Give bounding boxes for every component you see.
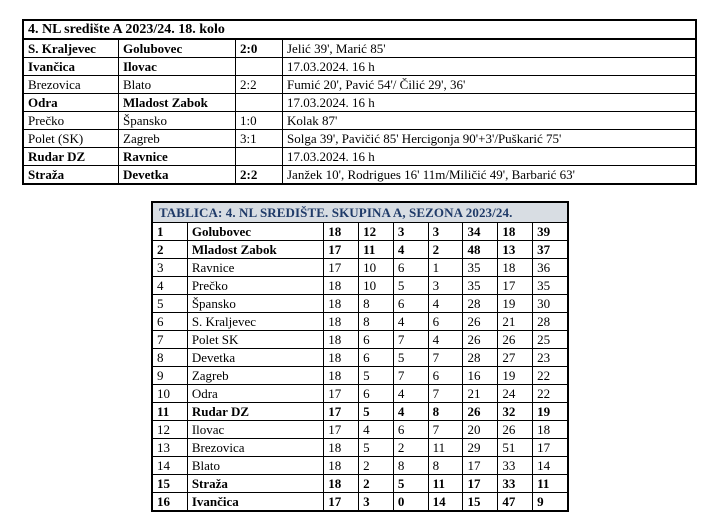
standing-played: 18 (324, 295, 359, 313)
standing-team: S. Kraljevec (187, 313, 323, 331)
standing-position: 8 (152, 349, 187, 367)
standing-position: 11 (152, 403, 187, 421)
standing-team: Brezovica (187, 439, 323, 457)
standing-played: 17 (324, 241, 359, 259)
standing-goals-for: 48 (463, 241, 498, 259)
standing-wins: 6 (359, 331, 394, 349)
match-info: 17.03.2024. 16 h (283, 94, 697, 112)
match-away-team: Blato (119, 76, 236, 94)
standing-points: 18 (533, 421, 568, 439)
standing-goals-against: 24 (498, 385, 533, 403)
standing-losses: 14 (428, 493, 463, 512)
standing-goals-against: 47 (498, 493, 533, 512)
match-row (23, 166, 696, 185)
standing-wins: 5 (359, 403, 394, 421)
match-score: 1:0 (236, 112, 283, 130)
match-home-team: Ivančica (23, 58, 119, 76)
match-row (23, 148, 696, 166)
standings-row (152, 439, 568, 457)
standing-goals-for: 16 (463, 367, 498, 385)
standings-row (152, 313, 568, 331)
standing-goals-for: 26 (463, 331, 498, 349)
standing-played: 18 (324, 277, 359, 295)
match-row (23, 39, 696, 58)
standing-team: Odra (187, 385, 323, 403)
standing-draws: 2 (393, 439, 428, 457)
match-away-team: Zagreb (119, 130, 236, 148)
match-away-team: Ilovac (119, 58, 236, 76)
match-score: 3:1 (236, 130, 283, 148)
standing-wins: 5 (359, 367, 394, 385)
standing-position: 15 (152, 475, 187, 493)
standing-draws: 4 (393, 403, 428, 421)
standing-losses: 8 (428, 457, 463, 475)
standings-row (152, 493, 568, 512)
standings-row (152, 367, 568, 385)
results-body (23, 20, 696, 184)
standings-row (152, 277, 568, 295)
standing-points: 11 (533, 475, 568, 493)
standing-position: 12 (152, 421, 187, 439)
results-table (22, 19, 697, 185)
match-info: 17.03.2024. 16 h (283, 148, 697, 166)
standing-goals-against: 18 (498, 223, 533, 241)
match-score: 2:2 (236, 76, 283, 94)
standing-draws: 4 (393, 241, 428, 259)
results-title-row (23, 20, 696, 39)
standing-draws: 7 (393, 367, 428, 385)
standing-position: 4 (152, 277, 187, 295)
match-info: 17.03.2024. 16 h (283, 58, 697, 76)
standing-wins: 5 (359, 439, 394, 457)
standing-losses: 8 (428, 403, 463, 421)
standing-draws: 4 (393, 313, 428, 331)
standing-wins: 6 (359, 385, 394, 403)
standing-points: 25 (533, 331, 568, 349)
standing-draws: 8 (393, 457, 428, 475)
standing-losses: 4 (428, 295, 463, 313)
match-home-team: Polet (SK) (23, 130, 119, 148)
standings-row (152, 385, 568, 403)
match-home-team: S. Kraljevec (23, 39, 119, 58)
standing-position: 5 (152, 295, 187, 313)
standing-goals-for: 15 (463, 493, 498, 512)
standings-title-row (152, 202, 568, 223)
standing-played: 18 (324, 475, 359, 493)
match-away-team: Golubovec (119, 39, 236, 58)
standing-goals-for: 17 (463, 457, 498, 475)
standings-row (152, 457, 568, 475)
standing-losses: 11 (428, 439, 463, 457)
standing-draws: 6 (393, 295, 428, 313)
standing-goals-for: 29 (463, 439, 498, 457)
standing-draws: 7 (393, 331, 428, 349)
standing-goals-against: 51 (498, 439, 533, 457)
standing-team: Straža (187, 475, 323, 493)
standings-title: TABLICA: 4. NL SREDIŠTE. SKUPINA A, SEZONA 2023/24. (152, 202, 568, 223)
standings-row (152, 475, 568, 493)
standing-goals-for: 26 (463, 313, 498, 331)
standing-losses: 3 (428, 277, 463, 295)
standing-wins: 11 (359, 241, 394, 259)
standing-losses: 7 (428, 421, 463, 439)
standing-points: 19 (533, 403, 568, 421)
standing-losses: 6 (428, 313, 463, 331)
standing-points: 17 (533, 439, 568, 457)
match-info: Solga 39', Pavičić 85' Hercigonja 90'+3'/Puškarić 75' (283, 130, 697, 148)
standing-played: 17 (324, 259, 359, 277)
match-home-team: Straža (23, 166, 119, 185)
standing-draws: 5 (393, 475, 428, 493)
standing-goals-against: 21 (498, 313, 533, 331)
match-row (23, 130, 696, 148)
standing-team: Rudar DZ (187, 403, 323, 421)
standing-goals-for: 35 (463, 277, 498, 295)
standing-played: 18 (324, 439, 359, 457)
standing-team: Zagreb (187, 367, 323, 385)
standings-body (152, 202, 568, 511)
standing-wins: 2 (359, 457, 394, 475)
match-away-team: Ravnice (119, 148, 236, 166)
match-score (236, 58, 283, 76)
match-home-team: Brezovica (23, 76, 119, 94)
standing-wins: 8 (359, 313, 394, 331)
standing-goals-against: 17 (498, 277, 533, 295)
match-score (236, 148, 283, 166)
standing-wins: 12 (359, 223, 394, 241)
standing-goals-against: 27 (498, 349, 533, 367)
standing-points: 9 (533, 493, 568, 512)
standing-losses: 1 (428, 259, 463, 277)
standing-points: 23 (533, 349, 568, 367)
standing-points: 22 (533, 367, 568, 385)
standing-goals-for: 35 (463, 259, 498, 277)
standing-team: Ravnice (187, 259, 323, 277)
standing-goals-for: 26 (463, 403, 498, 421)
standing-wins: 8 (359, 295, 394, 313)
standing-team: Prečko (187, 277, 323, 295)
standing-losses: 7 (428, 385, 463, 403)
standing-goals-for: 17 (463, 475, 498, 493)
standings-row (152, 259, 568, 277)
standing-position: 6 (152, 313, 187, 331)
standing-position: 10 (152, 385, 187, 403)
standings-row (152, 241, 568, 259)
match-row (23, 58, 696, 76)
standing-position: 2 (152, 241, 187, 259)
standing-points: 14 (533, 457, 568, 475)
standing-losses: 2 (428, 241, 463, 259)
standing-team: Blato (187, 457, 323, 475)
match-info: Janžek 10', Rodrigues 16' 11m/Miličić 49', Barbarić 63' (283, 166, 697, 185)
match-away-team: Devetka (119, 166, 236, 185)
standing-draws: 6 (393, 259, 428, 277)
standing-losses: 11 (428, 475, 463, 493)
standing-losses: 4 (428, 331, 463, 349)
standing-losses: 6 (428, 367, 463, 385)
standing-draws: 6 (393, 421, 428, 439)
standing-losses: 3 (428, 223, 463, 241)
standing-played: 18 (324, 349, 359, 367)
standing-played: 18 (324, 331, 359, 349)
standings-row (152, 223, 568, 241)
standing-losses: 7 (428, 349, 463, 367)
standings-row (152, 349, 568, 367)
standing-goals-for: 28 (463, 295, 498, 313)
standing-position: 14 (152, 457, 187, 475)
standing-team: Špansko (187, 295, 323, 313)
standing-goals-against: 26 (498, 331, 533, 349)
standing-goals-against: 33 (498, 457, 533, 475)
standings-row (152, 331, 568, 349)
match-home-team: Rudar DZ (23, 148, 119, 166)
match-home-team: Prečko (23, 112, 119, 130)
match-score: 2:2 (236, 166, 283, 185)
standing-goals-against: 13 (498, 241, 533, 259)
standing-goals-for: 34 (463, 223, 498, 241)
standing-goals-for: 21 (463, 385, 498, 403)
standing-points: 36 (533, 259, 568, 277)
match-info: Fumić 20', Pavić 54'/ Čilić 29', 36' (283, 76, 697, 94)
match-score: 2:0 (236, 39, 283, 58)
standing-position: 13 (152, 439, 187, 457)
match-info: Jelić 39', Marić 85' (283, 39, 697, 58)
match-home-team: Odra (23, 94, 119, 112)
standing-played: 18 (324, 223, 359, 241)
standing-points: 39 (533, 223, 568, 241)
standings-row (152, 403, 568, 421)
standing-goals-for: 20 (463, 421, 498, 439)
standings-row (152, 421, 568, 439)
standing-wins: 10 (359, 259, 394, 277)
standing-draws: 0 (393, 493, 428, 512)
standing-team: Devetka (187, 349, 323, 367)
match-row (23, 76, 696, 94)
standing-team: Mladost Zabok (187, 241, 323, 259)
standing-played: 17 (324, 421, 359, 439)
standing-team: Ivančica (187, 493, 323, 512)
standing-points: 35 (533, 277, 568, 295)
match-info: Kolak 87' (283, 112, 697, 130)
standing-draws: 3 (393, 223, 428, 241)
match-score (236, 94, 283, 112)
standing-wins: 10 (359, 277, 394, 295)
standings-table (151, 201, 569, 512)
match-row (23, 112, 696, 130)
standings-row (152, 295, 568, 313)
standing-wins: 3 (359, 493, 394, 512)
standing-wins: 6 (359, 349, 394, 367)
standing-points: 37 (533, 241, 568, 259)
standing-played: 18 (324, 313, 359, 331)
match-row (23, 94, 696, 112)
standing-draws: 5 (393, 277, 428, 295)
standing-position: 16 (152, 493, 187, 512)
standing-goals-for: 28 (463, 349, 498, 367)
standing-goals-against: 33 (498, 475, 533, 493)
standing-played: 18 (324, 367, 359, 385)
standing-position: 3 (152, 259, 187, 277)
standing-goals-against: 26 (498, 421, 533, 439)
standing-points: 30 (533, 295, 568, 313)
standing-goals-against: 18 (498, 259, 533, 277)
standing-position: 9 (152, 367, 187, 385)
standing-played: 18 (324, 457, 359, 475)
standing-wins: 4 (359, 421, 394, 439)
standing-points: 28 (533, 313, 568, 331)
standing-goals-against: 19 (498, 367, 533, 385)
standing-team: Polet SK (187, 331, 323, 349)
results-title: 4. NL središte A 2023/24. 18. kolo (23, 20, 696, 39)
standing-played: 17 (324, 403, 359, 421)
standing-wins: 2 (359, 475, 394, 493)
match-away-team: Mladost Zabok (119, 94, 236, 112)
standing-draws: 5 (393, 349, 428, 367)
standing-team: Ilovac (187, 421, 323, 439)
standing-points: 22 (533, 385, 568, 403)
standing-draws: 4 (393, 385, 428, 403)
standing-played: 17 (324, 385, 359, 403)
standing-played: 17 (324, 493, 359, 512)
standing-goals-against: 32 (498, 403, 533, 421)
standing-position: 7 (152, 331, 187, 349)
standing-goals-against: 19 (498, 295, 533, 313)
match-away-team: Špansko (119, 112, 236, 130)
standing-position: 1 (152, 223, 187, 241)
standing-team: Golubovec (187, 223, 323, 241)
